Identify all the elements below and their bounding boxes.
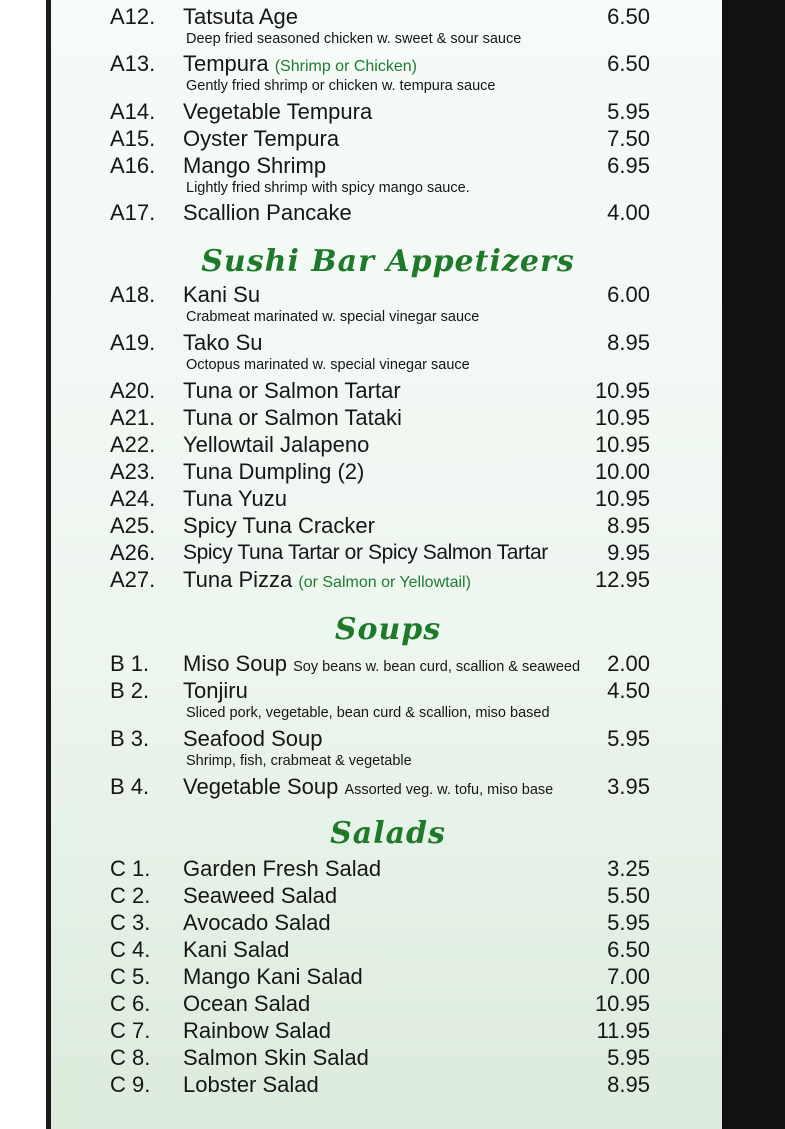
item-name-text: Vegetable Soup	[183, 774, 339, 799]
item-name: Avocado Salad	[183, 910, 331, 935]
item-code: C 3.	[110, 910, 151, 935]
item-code: C 9.	[110, 1072, 151, 1097]
item-code: B 1.	[110, 651, 150, 676]
item-code: A17.	[110, 200, 156, 225]
item-inline-description: Soy beans w. bean curd, scallion & seaweed	[293, 659, 581, 675]
item-name: Tuna or Salmon Tartar	[183, 378, 401, 403]
item-description: Crabmeat marinated w. special vinegar sauce	[186, 309, 480, 325]
item-price: 5.95	[607, 1045, 650, 1070]
item-code: A23.	[110, 459, 156, 484]
item-code: A26.	[110, 540, 156, 565]
item-price: 8.95	[607, 330, 650, 355]
item-name: Tatsuta Age	[183, 4, 298, 29]
item-code: A18.	[110, 282, 156, 307]
item-name: Scallion Pancake	[183, 200, 352, 225]
item-name: Garden Fresh Salad	[183, 856, 382, 881]
item-price: 5.95	[607, 910, 650, 935]
item-name-text: Tempura	[183, 51, 269, 76]
item-code: A19.	[110, 330, 156, 355]
item-name: Vegetable Tempura	[183, 99, 373, 124]
item-name: Seaweed Salad	[183, 883, 338, 908]
item-code: B 4.	[110, 774, 150, 799]
item-price: 8.95	[607, 1072, 650, 1097]
item-price: 4.50	[607, 678, 650, 703]
item-code: A27.	[110, 567, 156, 592]
item-price: 10.95	[594, 991, 650, 1016]
item-code: C 2.	[110, 883, 151, 908]
item-code: A20.	[110, 378, 156, 403]
item-code: A15.	[110, 126, 156, 151]
item-price: 5.95	[607, 99, 650, 124]
item-price: 2.00	[607, 651, 650, 676]
item-inline-description: Assorted veg. w. tofu, miso base	[344, 782, 554, 798]
item-code: C 6.	[110, 991, 151, 1016]
item-description: Gently fried shrimp or chicken w. tempura sauce	[186, 78, 496, 94]
item-name-text: Miso Soup	[183, 651, 287, 676]
item-price: 7.00	[607, 964, 650, 989]
item-price: 4.00	[607, 200, 650, 225]
item-price: 6.50	[607, 4, 650, 29]
item-code: A14.	[110, 99, 156, 124]
item-code: A22.	[110, 432, 156, 457]
item-price: 12.95	[594, 567, 650, 592]
item-name	[183, 567, 471, 596]
item-code: A21.	[110, 405, 156, 430]
item-description: Deep fried seasoned chicken w. sweet & sour sauce	[186, 31, 522, 47]
item-name: Tuna Dumpling (2)	[183, 459, 365, 484]
section-heading-sushi-bar-appetizers: Sushi Bar Appetizers	[201, 244, 575, 279]
item-name: Kani Su	[183, 282, 261, 307]
item-price: 10.00	[594, 459, 650, 484]
item-name	[183, 774, 553, 803]
item-name: Tonjiru	[183, 678, 248, 703]
item-note: (Shrimp or Chicken)	[274, 58, 417, 75]
item-price: 9.95	[607, 540, 650, 565]
scan-margin-left	[0, 0, 50, 1129]
item-code: A24.	[110, 486, 156, 511]
item-name: Kani Salad	[183, 937, 290, 962]
item-description: Lightly fried shrimp with spicy mango sauce.	[186, 180, 470, 196]
item-code: C 4.	[110, 937, 151, 962]
item-price: 3.95	[607, 774, 650, 799]
section-heading-soups: Soups	[334, 612, 442, 647]
item-name: Ocean Salad	[183, 991, 311, 1016]
section-heading-salads: Salads	[330, 816, 446, 851]
item-price: 5.50	[607, 883, 650, 908]
item-name: Lobster Salad	[183, 1072, 319, 1097]
item-price: 6.50	[607, 51, 650, 76]
scan-edge-right	[722, 0, 785, 1129]
item-code: C 8.	[110, 1045, 151, 1070]
item-description: Octopus marinated w. special vinegar sauce	[186, 357, 470, 373]
item-price: 11.95	[596, 1018, 650, 1043]
item-name: Tuna or Salmon Tataki	[183, 405, 402, 430]
item-code: C 5.	[110, 964, 151, 989]
item-name: Salmon Skin Salad	[183, 1045, 369, 1070]
item-code: C 1.	[110, 856, 151, 881]
item-code: B 2.	[110, 678, 150, 703]
item-price: 10.95	[594, 405, 650, 430]
item-code: A16.	[110, 153, 156, 178]
item-code: A13.	[110, 51, 156, 76]
item-price: 3.25	[607, 856, 650, 881]
item-code: A12.	[110, 4, 156, 29]
item-code: A25.	[110, 513, 156, 538]
item-name: Tako Su	[183, 330, 263, 355]
item-code: B 3.	[110, 726, 150, 751]
item-name: Spicy Tuna Tartar or Spicy Salmon Tartar	[183, 541, 548, 564]
item-note: (or Salmon or Yellowtail)	[298, 574, 471, 591]
item-name: Oyster Tempura	[183, 126, 340, 151]
item-price: 8.95	[607, 513, 650, 538]
item-name-text: Tuna Pizza	[183, 567, 293, 592]
item-name: Mango Shrimp	[183, 153, 327, 178]
item-name	[183, 51, 417, 80]
item-price: 7.50	[607, 126, 650, 151]
item-name: Yellowtail Jalapeno	[183, 432, 370, 457]
item-price: 6.00	[607, 282, 650, 307]
item-name: Rainbow Salad	[183, 1018, 331, 1043]
item-name: Tuna Yuzu	[183, 486, 287, 511]
item-price: 10.95	[594, 432, 650, 457]
item-price: 6.95	[607, 153, 650, 178]
item-name: Seafood Soup	[183, 726, 323, 751]
item-description: Sliced pork, vegetable, bean curd & scallion, miso based	[186, 705, 550, 721]
item-code: C 7.	[110, 1018, 151, 1043]
item-name	[183, 651, 580, 680]
item-name: Mango Kani Salad	[183, 964, 363, 989]
item-price: 10.95	[594, 378, 650, 403]
item-price: 5.95	[607, 726, 650, 751]
item-description: Shrimp, fish, crabmeat & vegetable	[186, 753, 412, 769]
item-name: Spicy Tuna Cracker	[183, 513, 375, 538]
item-price: 6.50	[607, 937, 650, 962]
item-price: 10.95	[594, 486, 650, 511]
